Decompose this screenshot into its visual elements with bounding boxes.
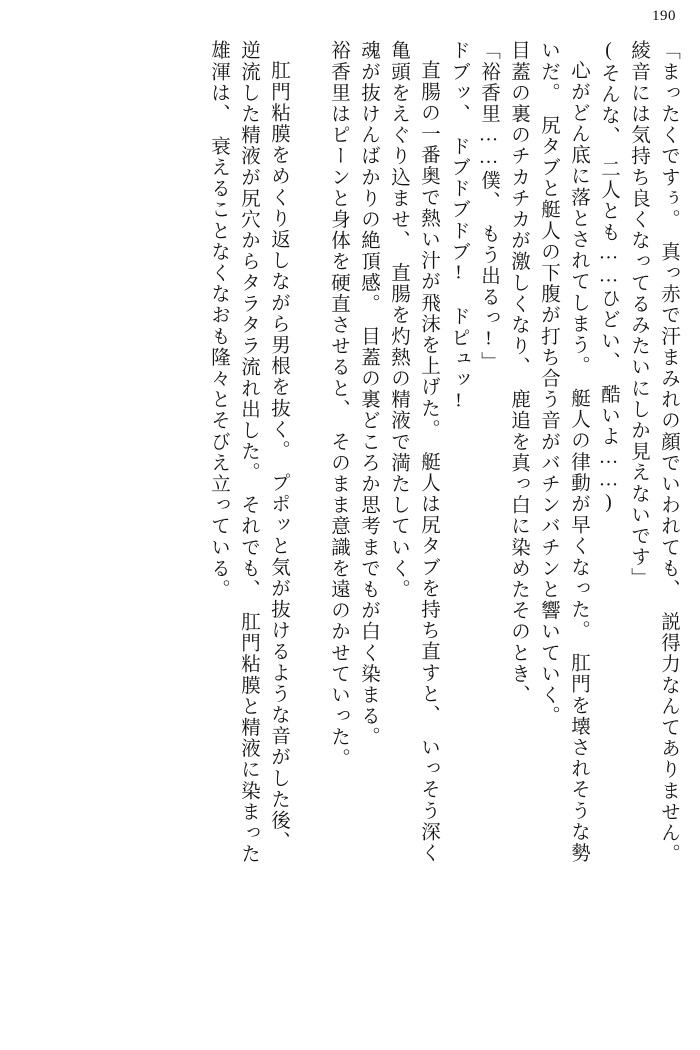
text-line: 亀頭をえぐり込ませ、 直腸を灼熱の精液で満たしていく。 xyxy=(388,40,409,600)
text-line xyxy=(288,40,318,1000)
text-line: 心がどん底に落とされてしまう。 艇人の律動が早くなった。 肛門を壊されそうな勢 xyxy=(568,60,589,864)
page-number: 190 xyxy=(652,8,676,24)
text-line: 雄渾は、 衰えることなくなおも隆々とそびえ立っている。 xyxy=(208,40,229,600)
text-line: 肛門粘膜をめくり返しながら男根を抜く。 プポッと気が抜けるような音がした後、 xyxy=(268,60,289,853)
text-line: 直腸の一番奥で熱い汁が飛沫を上げた。 艇人は尻タブを持ち直すと、 いっそう深く xyxy=(418,60,439,864)
text-line: いだ。 尻タブと艇人の下腹が打ち合う音がバチンバチンと響いていく。 xyxy=(538,40,559,727)
text-line: 綾音には気持ち良くなってるみたいにしか見えないです」 xyxy=(628,40,649,589)
text-line: 逆流した精液が尻穴からタラタラ流れ出した。 それでも、 肛門粘膜と精液に染まった xyxy=(238,40,259,865)
text-line: 裕香里はピーンと身体を硬直させると、 そのまま意識を遠のかせていった。 xyxy=(328,40,349,769)
vertical-text-body xyxy=(22,40,678,1020)
text-line: 目蓋の裏のチカチカが激しくなり、 鹿追を真っ白に染めたそのとき、 xyxy=(508,40,529,706)
text-line: 魂が抜けんばかりの絶頂感。 目蓋の裏どころか思考までもが白く染まる。 xyxy=(358,40,379,748)
text-line: 「裕香里……僕、 もう出るっ!」 xyxy=(478,40,499,373)
text-line: ドブッ、 ドブドブドブ! ドピュッ! xyxy=(448,40,469,414)
text-line: (そんな、 二人とも……ひどい、 酷いよ……) xyxy=(598,40,619,515)
text-line: 「まったくですぅ。 真っ赤で汗まみれの顔でいわれても、 説得力なんてありません。 xyxy=(658,40,679,865)
